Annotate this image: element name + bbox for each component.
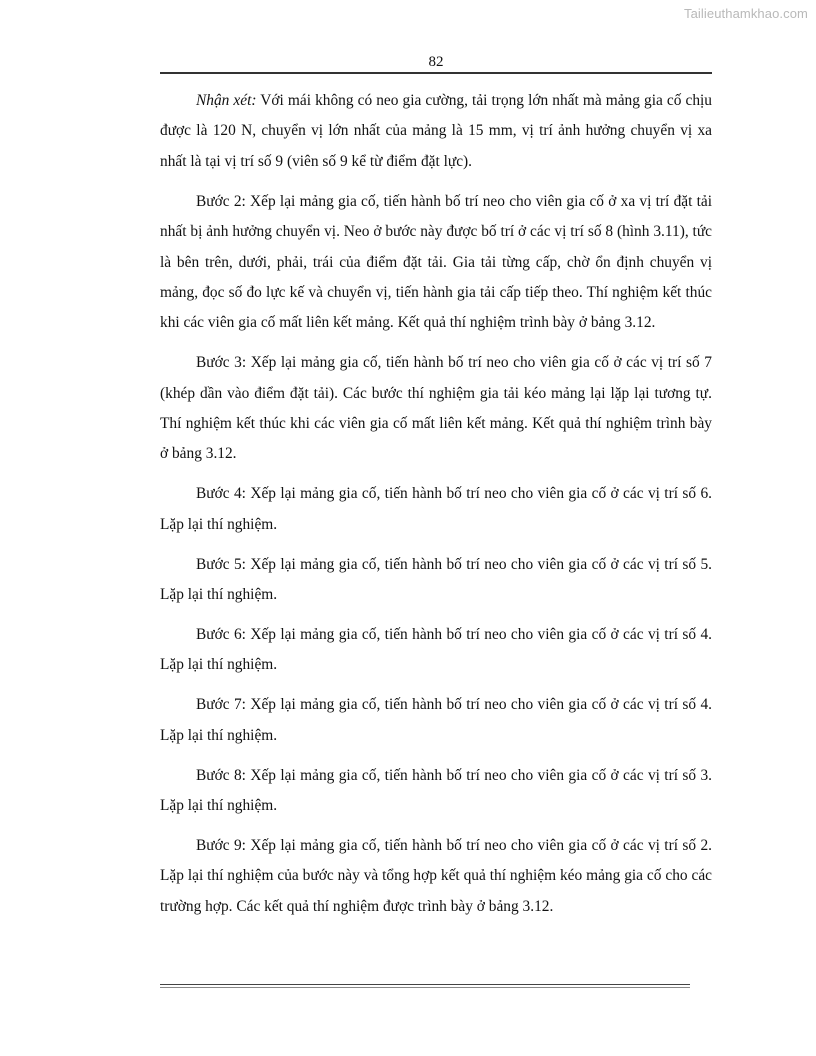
- paragraph-text: Bước 5: Xếp lại mảng gia cố, tiến hành bố trí neo cho viên gia cố ở các vị trí số 5. Lặp lại thí nghiệm.: [160, 555, 712, 604]
- paragraph-step-5: [160, 550, 712, 611]
- paragraph-text: Bước 9: Xếp lại mảng gia cố, tiến hành bố trí neo cho viên gia cố ở các vị trí số 2. Lặp lại thí nghiệm của bước này và tổng hợp kết quả thí nghiệm kéo mảng gia cố cho các trường hợp. Các kết quả thí nghiệm được trình bày ở bảng 3.12.: [160, 836, 712, 915]
- paragraph-step-9: [160, 831, 712, 922]
- paragraph-text: Với mái không có neo gia cường, tải trọng lớn nhất mà mảng gia cố chịu được là 120 N, chuyển vị lớn nhất của mảng là 15 mm, vị trí ảnh hưởng chuyển vị xa nhất là tại vị trí số 9 (viên số 9 kể từ điểm đặt lực).: [160, 92, 712, 170]
- paragraph-text: Bước 7: Xếp lại mảng gia cố, tiến hành bố trí neo cho viên gia cố ở các vị trí số 4. Lặp lại thí nghiệm.: [160, 696, 712, 744]
- paragraph-text: Bước 3: Xếp lại mảng gia cố, tiến hành bố trí neo cho viên gia cố ở các vị trí số 7 (khép dần vào điểm đặt tải). Các bước thí nghiệm gia tải kéo mảng lại lặp lại tương tự. Thí nghiệm kết thúc khi các viên gia cố mất liên kết mảng. Kết quả thí nghiệm trình bày ở bảng 3.12.: [160, 354, 712, 463]
- paragraph-text: Bước 6: Xếp lại mảng gia cố, tiến hành bố trí neo cho viên gia cố ở các vị trí số 4. Lặp lại thí nghiệm.: [160, 626, 712, 674]
- paragraph-step-4: [160, 479, 712, 540]
- page-number: 82: [428, 54, 444, 70]
- paragraph-step-7: [160, 690, 712, 751]
- paragraph-step-3: [160, 348, 712, 470]
- footer-rule: [160, 984, 690, 985]
- paragraph-remark: [160, 86, 712, 177]
- header-rule: [160, 72, 712, 74]
- paragraph-step-8: [160, 761, 712, 822]
- paragraph-step-2: [160, 187, 712, 339]
- watermark: Tailieuthamkhao.com: [683, 6, 808, 21]
- body-text: [160, 86, 712, 932]
- paragraph-text: Bước 8: Xếp lại mảng gia cố, tiến hành bố trí neo cho viên gia cố ở các vị trí số 3. Lặp lại thí nghiệm.: [160, 766, 712, 815]
- remark-lead: Nhận xét:: [196, 92, 257, 109]
- paragraph-step-6: [160, 620, 712, 681]
- paragraph-text: Bước 4: Xếp lại mảng gia cố, tiến hành bố trí neo cho viên gia cố ở các vị trí số 6. Lặp lại thí nghiệm.: [160, 485, 712, 533]
- paragraph-text: Bước 2: Xếp lại mảng gia cố, tiến hành bố trí neo cho viên gia cố ở xa vị trí đặt tải nhất bị ảnh hưởng chuyển vị. Neo ở bước này được bố trí ở các vị trí số 8 (hình 3.11), tức là bên trên, dưới, phải, trái của điểm đặt tải. Gia tải từng cấp, chờ ổn định chuyển vị mảng, đọc số đo lực kế và chuyển vị, tiến hành gia tải cấp tiếp theo. Thí nghiệm kết thúc khi các viên gia cố mất liên kết mảng. Kết quả thí nghiệm trình bày ở bảng 3.12.: [160, 192, 712, 332]
- footer-rule-secondary: [160, 987, 690, 988]
